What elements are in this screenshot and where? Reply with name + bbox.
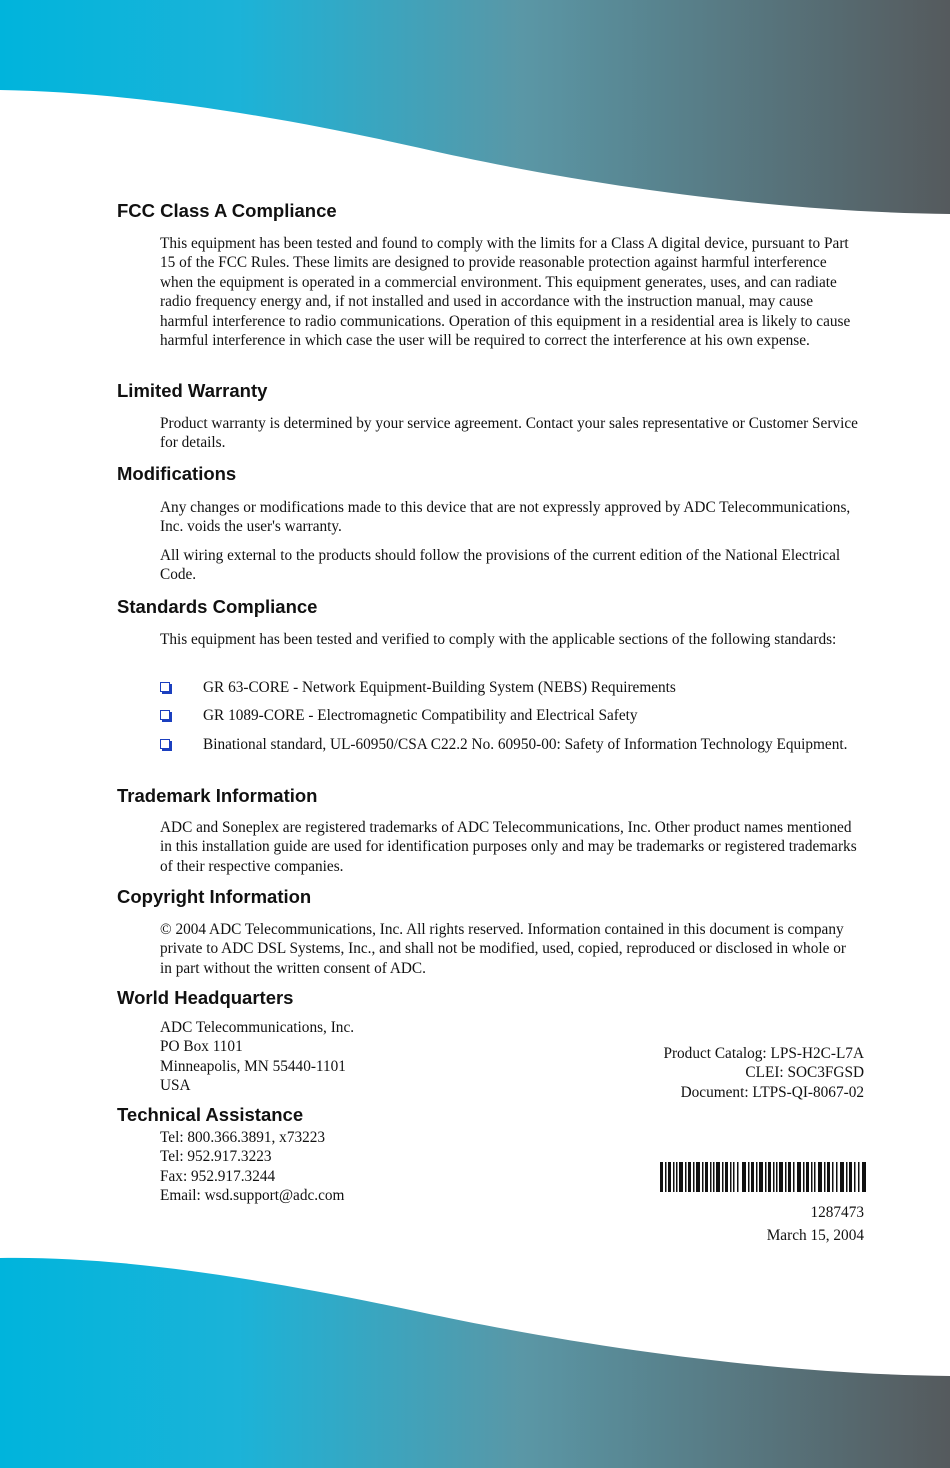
clei-code: CLEI: SOC3FGSD [745,1064,864,1082]
modifications-heading: Modifications [117,463,237,484]
standards-item-text: GR 63-CORE - Network Equipment-Building System (NEBS) Requirements [203,679,676,696]
copyright-paragraph: © 2004 ADC Telecommunications, Inc. All rights reserved. Information contained in this document is company private to ADC DSL Systems, Inc., and shall not be modified, used, copied, reproduced or disclosed in whole or in part without the written consent of ADC. [160,921,846,977]
standards-item-text: GR 1089-CORE - Electromagnetic Compatibility and Electrical Safety [203,707,638,724]
address-line: ADC Telecommunications, Inc. [160,1019,355,1036]
document-date: March 15, 2004 [766,1227,864,1245]
headquarters-address [160,1018,354,1096]
document-number: Document: LTPS-QI-8067-02 [680,1083,864,1101]
address-line: Minneapolis, MN 55440-1101 [160,1057,346,1075]
fcc-paragraph: This equipment has been tested and found to comply with the limits for a Class A digital device, pursuant to Part 15 of the FCC Rules. These limits are designed to provide reasonable protection against harmful interference when the equipment is operated in a commercial environment. This equipment generates, uses, and can radiate radio frequency energy and, if not installed and used in accordance with the instruction manual, may cause harmful interference to radio communications. Operation of this equipment in a residential area is likely to cause harmful interference in which case the user will be required to correct the interference at his own expense. [160,235,851,350]
contact-line: Tel: 800.366.3891, x73223 [160,1129,326,1146]
tech-assistance-heading: Technical Assistance [117,1104,304,1125]
contact-line: Tel: 952.917.3223 [160,1148,272,1166]
fcc-heading: FCC Class A Compliance [117,200,337,221]
modifications-paragraph-1: Any changes or modifications made to this device that are not expressly approved by ADC Telecommunications, Inc. voids the user's warranty. [160,499,851,536]
standards-paragraph: This equipment has been tested and verified to comply with the applicable sections of the following standards: [160,631,837,648]
modifications-paragraph-2: All wiring external to the products should follow the provisions of the current edition of the National Electrical Code. [160,547,841,584]
trademark-heading: Trademark Information [117,785,318,806]
barcode-number: 1287473 [810,1204,864,1221]
address-line: USA [160,1077,191,1095]
email-link[interactable]: Email: wsd.support@adc.com [160,1187,345,1205]
document-meta [767,1203,864,1246]
bottom-banner [0,1250,950,1468]
product-catalog: Product Catalog: LPS-H2C-L7A [663,1045,864,1062]
product-info [663,1044,864,1102]
standards-heading: Standards Compliance [117,596,318,617]
tech-assistance-contacts [160,1128,344,1206]
top-banner [0,0,950,220]
standards-item-text: Binational standard, UL-60950/CSA C22.2 No. 60950-00: Safety of Information Technology Equipment. [203,736,848,753]
warranty-heading: Limited Warranty [117,380,268,401]
trademark-paragraph: ADC and Soneplex are registered trademarks of ADC Telecommunications, Inc. Other product names mentioned in this installation guide are used for identification purposes only and may be trademarks or registered trademarks of their respective companies. [160,819,857,875]
address-line: PO Box 1101 [160,1038,243,1056]
barcode [660,1162,866,1192]
warranty-paragraph: Product warranty is determined by your service agreement. Contact your sales representative or Customer Service for details. [160,415,858,452]
contact-line: Fax: 952.917.3244 [160,1167,276,1185]
headquarters-heading: World Headquarters [117,987,294,1008]
checkbox-bullet-icon [160,710,170,720]
checkbox-bullet-icon [160,739,170,749]
copyright-heading: Copyright Information [117,886,312,907]
checkbox-bullet-icon [160,682,170,692]
